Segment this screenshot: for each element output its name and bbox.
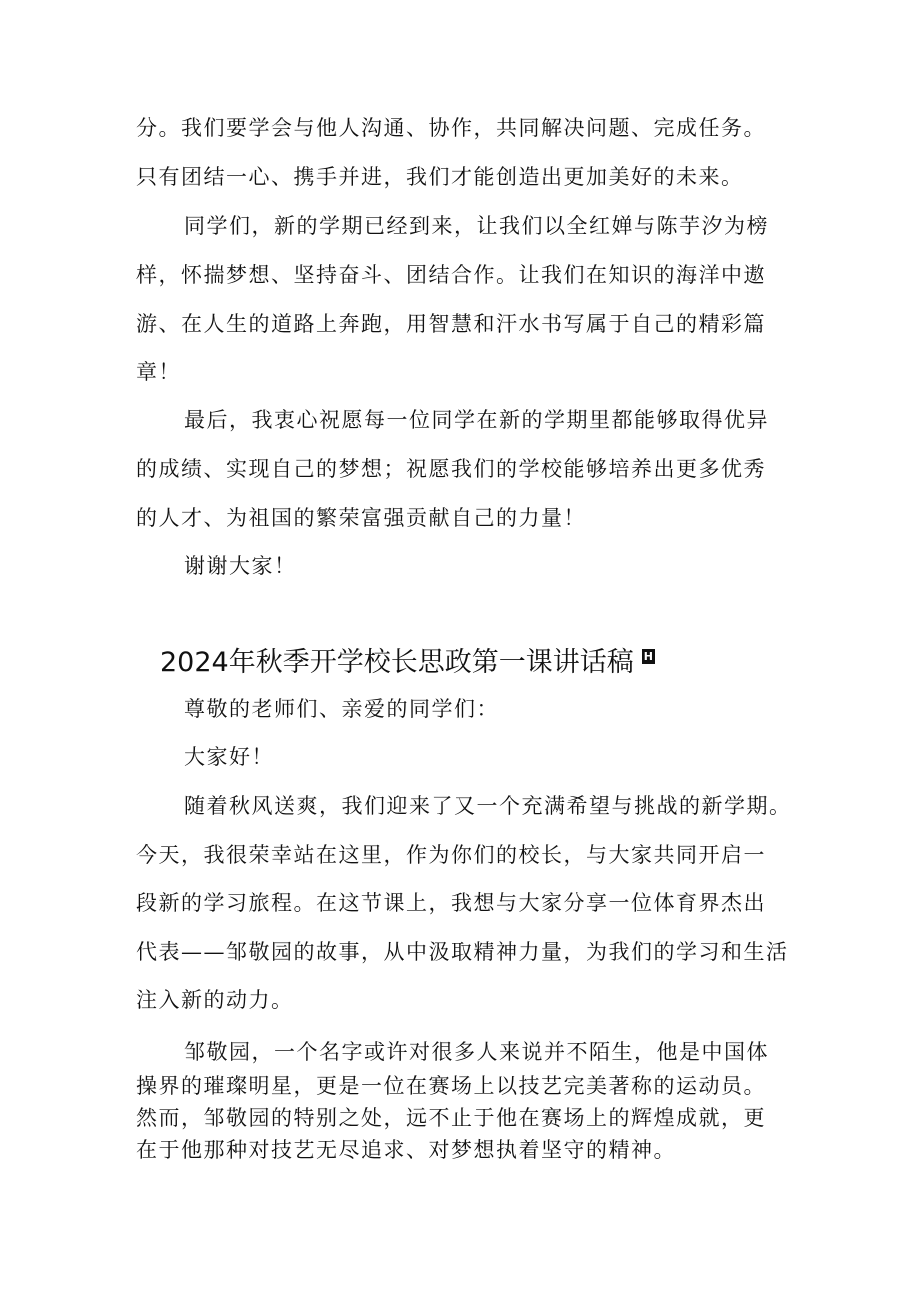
footnote-mark-icon: H <box>643 650 653 663</box>
page-title-text: 2024年秋季开学校长思政第一课讲话稿 <box>160 647 634 678</box>
paragraph-line: 今天，我很荣幸站在这里，作为你们的校长，与大家共同开启一 <box>136 843 766 867</box>
paragraph-line: 只有团结一心、携手并进，我们才能创造出更加美好的未来。 <box>136 165 744 189</box>
paragraph-line: 游、在人生的道路上奔跑，用智慧和汗水书写属于自己的精彩篇 <box>136 312 766 336</box>
paragraph-line: 随着秋风送爽，我们迎来了又一个充满希望与挑战的新学期。 <box>184 794 792 818</box>
paragraph-line: 章！ <box>136 360 181 384</box>
paragraph-line: 然而，邹敬园的特别之处，远不止于他在赛场上的辉煌成就，更 <box>136 1106 766 1130</box>
paragraph-line: 大家好！ <box>184 745 274 769</box>
page-title <box>160 649 655 676</box>
paragraph-line: 代表——邹敬园的故事，从中汲取精神力量，为我们的学习和生活 <box>136 940 789 964</box>
paragraph-line: 邹敬园，一个名字或许对很多人来说并不陌生，他是中国体 <box>184 1040 769 1064</box>
paragraph-line: 最后，我衷心祝愿每一位同学在新的学期里都能够取得优异 <box>184 408 769 432</box>
paragraph-line: 同学们，新的学期已经到来，让我们以全红婵与陈芋汐为榜 <box>184 214 769 238</box>
paragraph-line: 注入新的动力。 <box>136 988 294 1012</box>
paragraph-line: 在于他那种对技艺无尽追求、对梦想执着坚守的精神。 <box>136 1138 676 1162</box>
paragraph-line: 谢谢大家！ <box>184 554 297 578</box>
paragraph-line: 样，怀揣梦想、坚持奋斗、团结合作。让我们在知识的海洋中遨 <box>136 263 766 287</box>
paragraph-line: 的成绩、实现自己的梦想；祝愿我们的学校能够培养出更多优秀 <box>136 457 766 481</box>
paragraph-line: 分。我们要学会与他人沟通、协作，共同解决问题、完成任务。 <box>136 116 766 140</box>
paragraph-line: 段新的学习旅程。在这节课上，我想与大家分享一位体育界杰出 <box>136 891 766 915</box>
paragraph-line: 操界的璀璨明星，更是一位在赛场上以技艺完美著称的运动员。 <box>136 1074 766 1098</box>
paragraph-line: 的人才、为祖国的繁荣富强贡献自己的力量！ <box>136 506 586 530</box>
paragraph-line: 尊敬的老师们、亲爱的同学们： <box>184 697 499 721</box>
